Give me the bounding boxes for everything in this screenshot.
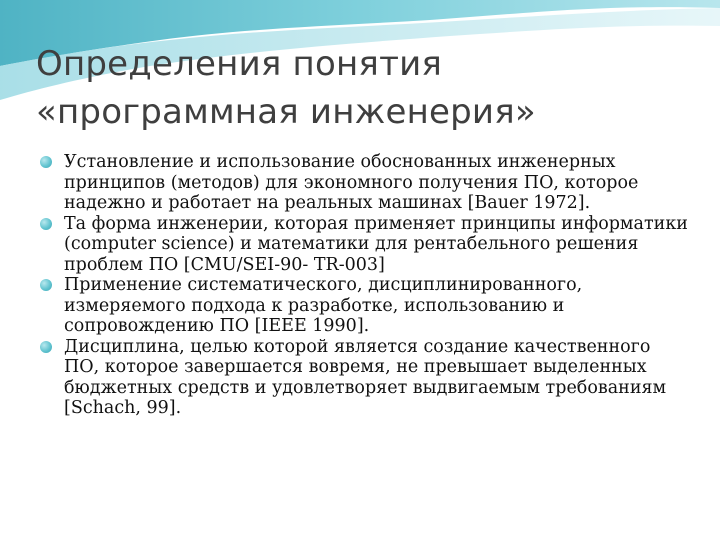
slide-title-line-1: Определения понятия	[36, 44, 443, 84]
slide-title-line-2: «программная инженерия»	[36, 92, 536, 132]
bullet-text: Дисциплина, целью которой является создание качественного ПО, которое завершается вовремя, не превышает выделенных бюджетных средств и удовлетворяет выдвигаемым требованиям [Schach, 99].	[64, 336, 667, 418]
bullet-text: Применение систематического, дисциплинированного, измеряемого подхода к разработке, использованию и сопровождению ПО [IEEE 1990].	[64, 275, 583, 336]
slide-title	[36, 40, 696, 136]
bullet-item	[40, 275, 690, 337]
bullet-text: Та форма инженерии, которая применяет принципы информатики (computer science) и математики для рентабельного решения проблем ПО [CMU/SEI-90- TR-003]	[64, 213, 688, 275]
bullet-item	[40, 214, 690, 276]
bullet-item	[40, 337, 690, 419]
bullet-dot-icon	[40, 341, 52, 353]
bullet-text: Установление и использование обоснованных инженерных принципов (методов) для экономного получения ПО, которое надежно и работает на реальных машинах [Bauer 1972].	[64, 152, 639, 213]
bullet-dot-icon	[40, 279, 52, 291]
bullet-dot-icon	[40, 156, 52, 168]
bullet-item	[40, 152, 690, 214]
bullet-dot-icon	[40, 218, 52, 230]
bullet-list	[40, 152, 690, 419]
